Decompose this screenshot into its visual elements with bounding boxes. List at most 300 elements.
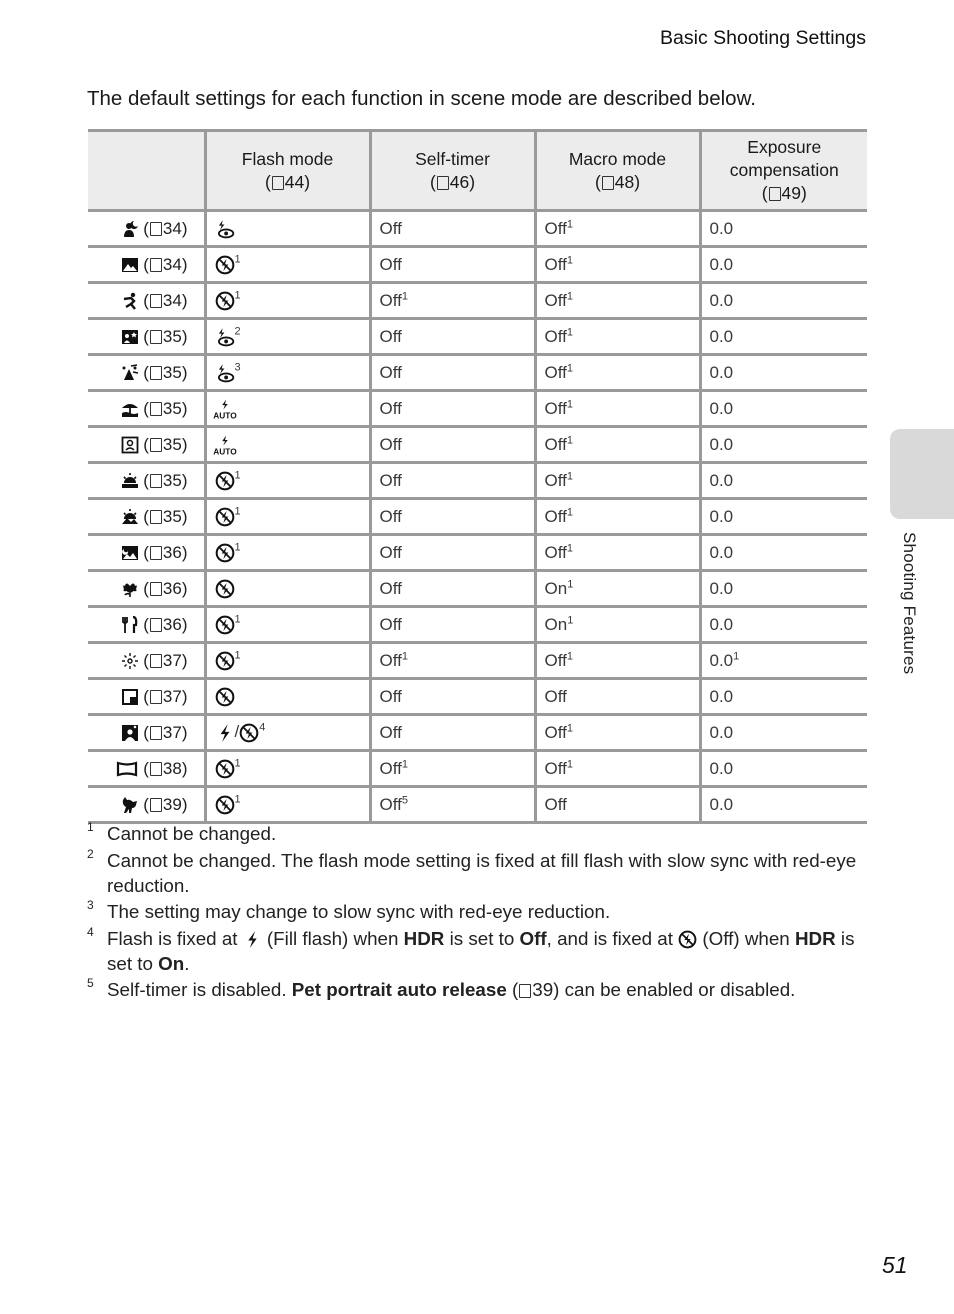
backlighting-icon: [121, 724, 139, 742]
column-header-label: Macro mode: [568, 148, 667, 169]
cell-value: 0.0: [709, 506, 734, 526]
exposure-compensation-cell: [700, 535, 867, 571]
cell-value: 0.0: [709, 290, 734, 310]
cell-value: Off: [379, 614, 402, 634]
cell-value: Off: [379, 650, 402, 670]
footnote: [87, 899, 877, 924]
cell-value: 0.0: [709, 254, 734, 274]
cell-value: Off: [379, 506, 402, 526]
footnote-text: Cannot be changed. The flash mode setting is fixed at fill flash with slow sync with red-eye reduction.: [107, 849, 857, 896]
macro-mode-cell: [535, 391, 700, 427]
flash-off-icon: [215, 687, 235, 707]
scene-mode-cell: ( 39): [88, 787, 205, 823]
exposure-compensation-cell: [700, 211, 867, 247]
scene-mode-cell: ( 37): [88, 643, 205, 679]
exposure-compensation-cell: [700, 463, 867, 499]
cell-value: 0.0: [709, 218, 734, 238]
table-row: [88, 499, 867, 535]
close-up-icon: [121, 580, 139, 598]
table-row: [88, 463, 867, 499]
scene-mode-cell: ( 36): [88, 607, 205, 643]
column-header-reference: ( 46): [429, 171, 476, 192]
svg-text:AUTO: AUTO: [212, 446, 237, 457]
table-row: [88, 715, 867, 751]
manual-reference-icon: [272, 176, 284, 190]
food-icon: [121, 616, 139, 634]
table-row: [88, 571, 867, 607]
footnote-marker: 1: [234, 613, 241, 626]
table-row: [88, 211, 867, 247]
macro-mode-cell: [535, 571, 700, 607]
flash-mode-cell: [205, 427, 370, 463]
footnote-marker: 1: [567, 613, 574, 626]
flash-mode-cell: [205, 571, 370, 607]
manual-reference-icon: [602, 176, 614, 190]
footnote-bold-text: On: [158, 952, 185, 974]
exposure-compensation-cell: [700, 787, 867, 823]
flash-mode-cell: [205, 643, 370, 679]
column-header-reference: ( 44): [264, 171, 311, 192]
page-number: 51: [882, 1252, 908, 1278]
cell-value: Off: [379, 290, 402, 310]
macro-mode-cell: [535, 427, 700, 463]
flash-off-icon: [215, 255, 235, 275]
macro-mode-cell: [535, 355, 700, 391]
table-header-row: [88, 131, 867, 211]
self-timer-cell: [370, 715, 535, 751]
footnote-marker: 1: [566, 433, 573, 446]
cell-value: Off: [544, 290, 567, 310]
sunset-icon: [121, 472, 139, 490]
cell-value: Off: [379, 254, 402, 274]
manual-reference-icon: [519, 984, 531, 998]
footnote-bold-text: Pet portrait auto release: [291, 979, 507, 1000]
night-portrait-scene-icon: [121, 328, 139, 346]
scene-mode-cell: ( 34): [88, 283, 205, 319]
manual-reference-icon: [150, 690, 162, 704]
cell-value: Off: [544, 326, 567, 346]
flash-mode-cell: [205, 787, 370, 823]
manual-reference-icon: [150, 582, 162, 596]
table-row: [88, 751, 867, 787]
self-timer-cell: [370, 679, 535, 715]
cell-value: Off: [379, 722, 402, 742]
footnote-text: Flash is fixed at: [107, 927, 243, 949]
manual-reference-icon: [150, 222, 162, 236]
flash-mode-cell: [205, 319, 370, 355]
cell-value: Off: [379, 686, 402, 706]
manual-reference-icon: [150, 330, 162, 344]
macro-mode-cell: [535, 319, 700, 355]
column-header-4: [700, 131, 867, 211]
night-portrait-icon: [121, 220, 139, 238]
table-row: [88, 283, 867, 319]
manual-reference-icon: [150, 438, 162, 452]
column-header-reference: ( 49): [761, 183, 807, 203]
flash-off-icon: [215, 759, 235, 779]
footnote-text: Self-timer is disabled.: [107, 979, 292, 1000]
reference-page: 38: [162, 758, 182, 778]
macro-mode-cell: [535, 211, 700, 247]
table-row: [88, 319, 867, 355]
chapter-label: Shooting Features: [900, 532, 919, 675]
footnote-text: .: [184, 952, 190, 974]
section-header: Basic Shooting Settings: [660, 27, 866, 49]
column-header-label: Flash mode: [241, 148, 334, 169]
column-header-3: [535, 131, 700, 211]
macro-mode-cell: [535, 535, 700, 571]
cell-value: Off: [544, 506, 567, 526]
flash-off-icon: [215, 615, 235, 635]
footnote-marker: 1: [401, 289, 408, 302]
footnote-marker: 1: [566, 541, 573, 554]
footnote-text: (: [506, 979, 519, 1000]
cell-value: 0.0: [709, 434, 734, 454]
flash-off-icon: [678, 930, 697, 949]
footnote-marker: 4: [259, 721, 266, 734]
pet-portrait-icon: [121, 796, 139, 814]
cell-value: 0.0: [709, 362, 734, 382]
reference-page: 37: [162, 722, 182, 742]
manual-reference-icon: [769, 187, 781, 201]
cell-value: Off: [379, 434, 402, 454]
flash-off-icon: [215, 471, 235, 491]
cell-value: Off: [544, 758, 567, 778]
column-header-0: [88, 131, 205, 211]
self-timer-cell: [370, 427, 535, 463]
self-timer-cell: [370, 391, 535, 427]
cell-value: Off: [544, 470, 567, 490]
reference-page: 48: [614, 171, 635, 192]
footnote-bold-text: HDR: [794, 927, 836, 949]
exposure-compensation-cell: [700, 391, 867, 427]
flash-mode-cell: [205, 679, 370, 715]
manual-reference-icon: [150, 402, 162, 416]
footnote-marker: 1: [566, 469, 573, 482]
exposure-compensation-cell: [700, 319, 867, 355]
self-timer-cell: [370, 499, 535, 535]
flash-mode-cell: [205, 535, 370, 571]
footnote-number: 2: [87, 846, 94, 861]
exposure-compensation-cell: [700, 607, 867, 643]
footnote: [87, 821, 877, 846]
cell-value: 0.0: [709, 542, 734, 562]
fill-flash-icon: [243, 930, 262, 949]
table-row: [88, 679, 867, 715]
footnote-marker: 1: [566, 397, 573, 410]
cell-value: 0.0: [709, 614, 734, 634]
footnote-marker: 1: [566, 505, 573, 518]
footnote-number: 4: [87, 924, 94, 939]
self-timer-cell: [370, 535, 535, 571]
beach-icon: [121, 400, 139, 418]
cell-value: 0.0: [709, 758, 734, 778]
footnote-text: (Off) when: [697, 927, 795, 949]
footnote-number: 5: [87, 976, 94, 990]
footnote-marker: 1: [733, 649, 740, 662]
footnote-marker: 1: [567, 577, 574, 590]
reference-page: 34: [162, 218, 182, 238]
cell-value: Off: [379, 758, 402, 778]
black-white-copy-icon: [121, 688, 139, 706]
footnote-text: ) can be enabled or disabled.: [553, 979, 796, 1000]
footnote: [87, 977, 877, 1002]
footnote-marker: 1: [234, 541, 241, 554]
footnote: [87, 926, 877, 976]
reference-page: 46: [449, 171, 470, 192]
cell-value: On: [544, 578, 568, 598]
footnote-marker: 1: [566, 289, 573, 302]
cell-value: Off: [544, 686, 567, 706]
self-timer-cell: [370, 787, 535, 823]
footnote-marker: 1: [234, 649, 241, 662]
manual-reference-icon: [150, 294, 162, 308]
footnote-marker: 1: [234, 253, 241, 266]
flash-mode-cell: [205, 499, 370, 535]
reference-page: 37: [162, 686, 182, 706]
macro-mode-cell: [535, 787, 700, 823]
footnote-bold-text: Off: [519, 927, 547, 949]
auto-flash-icon: [212, 399, 237, 421]
scene-mode-cell: ( 35): [88, 391, 205, 427]
snow-icon: [121, 436, 139, 454]
footnotes: [87, 821, 877, 1004]
footnote-marker: 3: [234, 361, 241, 374]
self-timer-cell: [370, 283, 535, 319]
scene-mode-cell: ( 38): [88, 751, 205, 787]
scene-mode-cell: ( 34): [88, 211, 205, 247]
flash-off-icon: [215, 507, 235, 527]
reference-page: 44: [284, 171, 305, 192]
cell-value: Off: [379, 470, 402, 490]
scene-mode-cell: ( 35): [88, 463, 205, 499]
self-timer-cell: [370, 751, 535, 787]
macro-mode-cell: [535, 715, 700, 751]
flash-mode-cell: [205, 211, 370, 247]
table-row: [88, 391, 867, 427]
footnote-marker: 1: [234, 505, 241, 518]
flash-mode-cell: [205, 391, 370, 427]
cell-value: 0.0: [709, 686, 734, 706]
footnote-marker: 1: [401, 649, 408, 662]
footnote-marker: 1: [234, 793, 241, 806]
table-row: [88, 355, 867, 391]
self-timer-cell: [370, 643, 535, 679]
table-row: [88, 247, 867, 283]
scene-mode-cell: ( 35): [88, 355, 205, 391]
reference-page: 35: [162, 506, 182, 526]
exposure-compensation-cell: [700, 751, 867, 787]
scene-mode-cell: ( 35): [88, 427, 205, 463]
self-timer-cell: [370, 463, 535, 499]
cell-value: Off: [379, 326, 402, 346]
cell-value: 0.0: [709, 650, 734, 670]
footnote-marker: 1: [234, 469, 241, 482]
footnote-number: 3: [87, 898, 94, 912]
cell-value: Off: [379, 542, 402, 562]
macro-mode-cell: [535, 607, 700, 643]
footnote-text: , and is fixed at: [546, 927, 679, 949]
footnote-marker: 1: [566, 253, 573, 266]
intro-text: The default settings for each function in scene mode are described below.: [87, 87, 756, 110]
macro-mode-cell: [535, 283, 700, 319]
manual-reference-icon: [150, 726, 162, 740]
cell-value: Off: [379, 362, 402, 382]
flash-mode-cell: [205, 283, 370, 319]
footnote-marker: 1: [566, 649, 573, 662]
macro-mode-cell: [535, 499, 700, 535]
dusk-dawn-icon: [121, 508, 139, 526]
reference-page: 36: [162, 578, 182, 598]
flash-off-icon: [215, 651, 235, 671]
night-landscape-icon: [121, 544, 139, 562]
scene-mode-cell: ( 36): [88, 535, 205, 571]
cell-value: 0.0: [709, 470, 734, 490]
red-eye-flash-icon: [215, 363, 235, 383]
reference-page: 36: [162, 614, 182, 634]
scene-mode-cell: ( 35): [88, 499, 205, 535]
cell-value: 0.0: [709, 398, 734, 418]
footnote-marker: 1: [566, 757, 573, 770]
sports-icon: [121, 292, 139, 310]
cell-value: Off: [544, 362, 567, 382]
cell-value: 0.0: [709, 722, 734, 742]
exposure-compensation-cell: [700, 679, 867, 715]
cell-value: Off: [544, 254, 567, 274]
self-timer-cell: [370, 355, 535, 391]
exposure-compensation-cell: [700, 355, 867, 391]
exposure-compensation-cell: [700, 715, 867, 751]
cell-value: 0.0: [709, 326, 734, 346]
svg-text:AUTO: AUTO: [212, 410, 237, 421]
manual-reference-icon: [150, 798, 162, 812]
flash-off-icon: [215, 291, 235, 311]
scene-mode-cell: ( 36): [88, 571, 205, 607]
fill-flash-icon: [215, 723, 235, 743]
footnote-text: Cannot be changed.: [107, 823, 277, 844]
reference-page: 35: [162, 434, 182, 454]
red-eye-flash-icon: [215, 327, 235, 347]
table-body: [88, 211, 867, 823]
cell-value: Off: [379, 218, 402, 238]
scene-mode-cell: ( 34): [88, 247, 205, 283]
footnote-marker: 1: [566, 721, 573, 734]
footnote-marker: 5: [401, 793, 408, 806]
self-timer-cell: [370, 211, 535, 247]
footnote-marker: 1: [566, 361, 573, 374]
footnote-text: (Fill flash) when: [261, 927, 404, 949]
reference-page: 34: [162, 254, 182, 274]
landscape-icon: [121, 256, 139, 274]
flash-mode-cell: / $^4$: [205, 715, 370, 751]
chapter-tab: [890, 429, 954, 519]
flash-mode-cell: [205, 463, 370, 499]
column-header-reference: ( 48): [594, 171, 641, 192]
exposure-compensation-cell: [700, 571, 867, 607]
footnote-marker: 1: [401, 757, 408, 770]
footnote-text: is set to: [444, 927, 520, 949]
column-header-label: Self-timer: [415, 148, 490, 169]
flash-mode-cell: [205, 355, 370, 391]
cell-value: Off: [544, 794, 567, 814]
reference-page: 34: [162, 290, 182, 310]
footnote-text: is set to: [107, 927, 855, 974]
manual-reference-icon: [150, 654, 162, 668]
reference-page: 37: [162, 650, 182, 670]
auto-flash-icon: [212, 435, 237, 457]
cell-value: On: [544, 614, 568, 634]
party-indoor-icon: [121, 364, 139, 382]
scene-mode-cell: ( 37): [88, 679, 205, 715]
macro-mode-cell: [535, 751, 700, 787]
manual-reference-icon: [150, 546, 162, 560]
manual-reference-icon: [150, 618, 162, 632]
self-timer-cell: [370, 607, 535, 643]
reference-page: 35: [162, 470, 182, 490]
table-row: [88, 607, 867, 643]
reference-page: 35: [162, 398, 182, 418]
cell-value: Off: [544, 398, 567, 418]
macro-mode-cell: [535, 247, 700, 283]
cell-value: Off: [544, 542, 567, 562]
exposure-compensation-cell: [700, 247, 867, 283]
exposure-compensation-cell: [700, 283, 867, 319]
table-row: [88, 643, 867, 679]
self-timer-cell: [370, 247, 535, 283]
manual-reference-icon: [437, 176, 449, 190]
reference-page: 49: [781, 183, 801, 203]
self-timer-cell: [370, 319, 535, 355]
footnote-marker: 2: [234, 325, 241, 338]
red-eye-flash-icon: [215, 219, 235, 239]
cell-value: Off: [379, 398, 402, 418]
scene-mode-cell: ( 37): [88, 715, 205, 751]
cell-value: Off: [379, 794, 402, 814]
macro-mode-cell: [535, 463, 700, 499]
footnote-text: The setting may change to slow sync with red-eye reduction.: [107, 901, 611, 922]
scene-defaults-table: [88, 129, 867, 824]
flash-off-icon: [215, 795, 235, 815]
footnote-marker: 1: [566, 217, 573, 230]
exposure-compensation-cell: [700, 643, 867, 679]
scene-mode-cell: ( 35): [88, 319, 205, 355]
manual-reference-icon: [150, 762, 162, 776]
flash-mode-cell: [205, 751, 370, 787]
cell-value: 0.0: [709, 578, 734, 598]
flash-off-icon: [239, 723, 259, 743]
footnote-number: 1: [87, 820, 94, 834]
cell-value: Off: [544, 650, 567, 670]
cell-value: Off: [544, 218, 567, 238]
footnote-marker: 1: [566, 325, 573, 338]
manual-reference-icon: [150, 474, 162, 488]
manual-reference-icon: [150, 366, 162, 380]
macro-mode-cell: [535, 643, 700, 679]
self-timer-cell: [370, 571, 535, 607]
fireworks-icon: [121, 652, 139, 670]
column-header-2: [370, 131, 535, 211]
flash-off-icon: [215, 543, 235, 563]
table-row: [88, 535, 867, 571]
reference-page: 39: [162, 794, 182, 814]
flash-mode-cell: [205, 247, 370, 283]
exposure-compensation-cell: [700, 499, 867, 535]
cell-value: Off: [379, 578, 402, 598]
macro-mode-cell: [535, 679, 700, 715]
exposure-compensation-cell: [700, 427, 867, 463]
cell-value: Off: [544, 434, 567, 454]
reference-page: 35: [162, 326, 182, 346]
